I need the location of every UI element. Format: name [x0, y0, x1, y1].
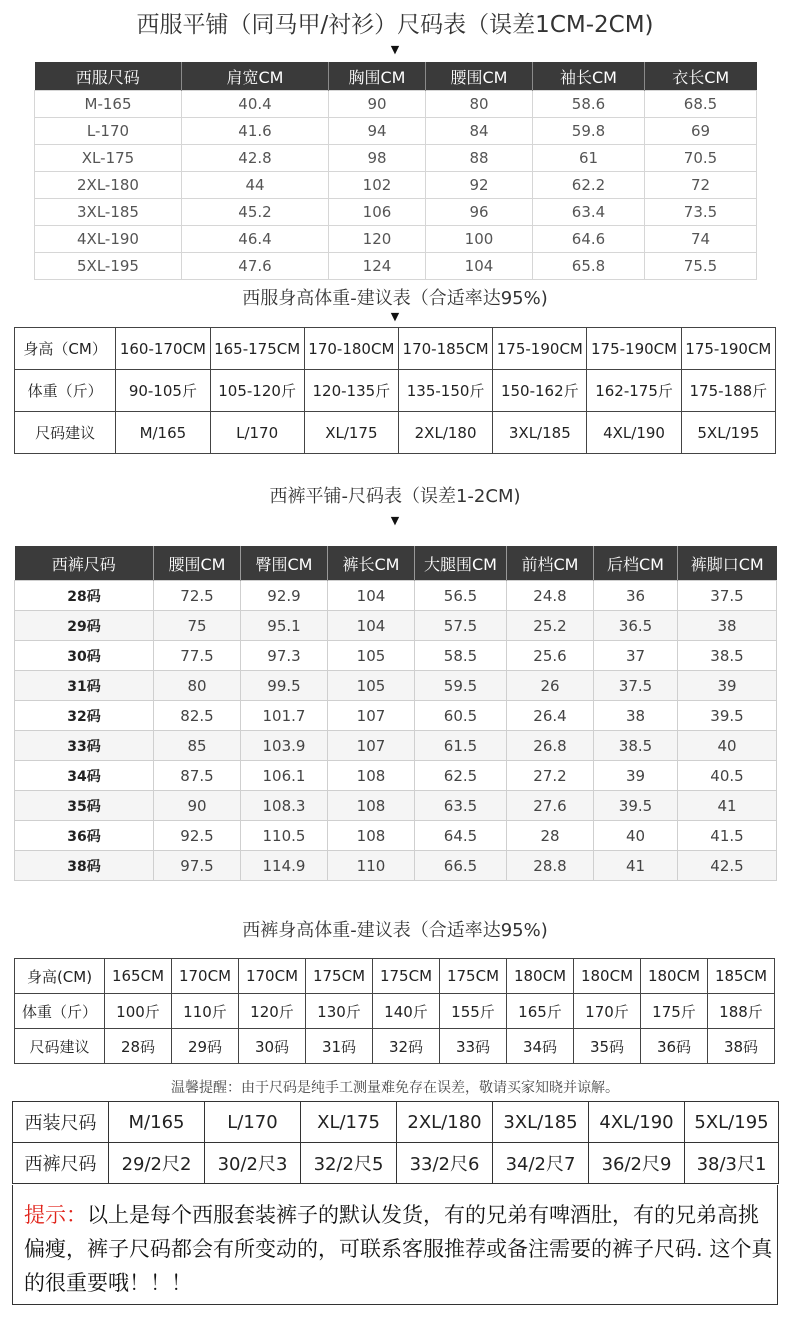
table-cell: 39.5 [678, 701, 777, 731]
table-cell: 36码 [641, 1029, 708, 1064]
table-cell: 84 [426, 118, 533, 145]
table-cell: 140斤 [373, 994, 440, 1029]
table-cell: 120 [329, 226, 426, 253]
table-cell: 36/2尺9 [589, 1143, 685, 1184]
row-label-cell: 体重（斤） [15, 370, 116, 412]
table-cell: 61.5 [415, 731, 507, 761]
table-cell: 62.5 [415, 761, 507, 791]
table-row [15, 1029, 775, 1064]
pants-flat-title: 西裤平铺-尺码表（误差1-2CM) [269, 486, 521, 507]
table-cell: 120斤 [239, 994, 306, 1029]
table-cell: 41.5 [678, 821, 777, 851]
table-cell: 165-175CM [210, 328, 304, 370]
table-cell: XL/175 [301, 1102, 397, 1143]
table-cell: 33/2尺6 [397, 1143, 493, 1184]
tip-text: 以上是每个西服套装裤子的默认发货，有的兄弟有啤酒肚，有的兄弟高挑偏瘦，裤子尺码都会有所变动的，可联系客服推荐或备注需要的裤子尺码. 这个真的很重要哦！！！ [24, 1203, 773, 1295]
table-cell: 130斤 [306, 994, 373, 1029]
table-row [35, 145, 757, 172]
table-cell: 64.5 [415, 821, 507, 851]
table-cell: 32码 [373, 1029, 440, 1064]
row-label-cell: 尺码建议 [15, 412, 116, 454]
down-arrow-icon: ▼ [390, 310, 400, 323]
table-cell: 90 [154, 791, 241, 821]
tip-text-block [24, 1198, 774, 1300]
tip-label: 提示： [24, 1203, 87, 1227]
column-header: 袖长CM [533, 62, 645, 91]
table-cell: 37 [594, 641, 678, 671]
table-row [35, 91, 757, 118]
table-cell: 104 [328, 611, 415, 641]
table-cell: 29/2尺2 [109, 1143, 205, 1184]
table-cell: 73.5 [645, 199, 757, 226]
table-header-row [35, 62, 757, 91]
table-cell: 32/2尺5 [301, 1143, 397, 1184]
table-cell: 88 [426, 145, 533, 172]
table-cell: 175-190CM [587, 328, 681, 370]
table-row [15, 370, 776, 412]
table-cell: 38 [678, 611, 777, 641]
table-cell: 75 [154, 611, 241, 641]
table-cell: 105-120斤 [210, 370, 304, 412]
table-cell: 63.4 [533, 199, 645, 226]
row-label-cell: XL-175 [35, 145, 182, 172]
table-cell: 38 [594, 701, 678, 731]
table-row [15, 791, 777, 821]
suit-advice-title: 西服身高体重-建议表（合适率达95%) [242, 288, 548, 309]
table-row [13, 1143, 779, 1184]
table-header-row [15, 546, 777, 581]
pants-flat-size-table [14, 546, 777, 881]
row-label-cell: 36码 [15, 821, 154, 851]
table-cell: 180CM [641, 959, 708, 994]
column-header: 西服尺码 [35, 62, 182, 91]
table-cell: M/165 [109, 1102, 205, 1143]
table-row [15, 701, 777, 731]
row-label-cell: 5XL-195 [35, 253, 182, 280]
row-label-cell: 29码 [15, 611, 154, 641]
table-cell: 47.6 [182, 253, 329, 280]
table-cell: 104 [328, 581, 415, 611]
table-cell: 61 [533, 145, 645, 172]
table-cell: 37.5 [594, 671, 678, 701]
table-cell: 82.5 [154, 701, 241, 731]
row-label-cell: 30码 [15, 641, 154, 671]
table-cell: 94 [329, 118, 426, 145]
table-cell: 105 [328, 641, 415, 671]
column-header: 臀围CM [241, 546, 328, 581]
table-cell: 39.5 [594, 791, 678, 821]
table-cell: 60.5 [415, 701, 507, 731]
table-cell: 99.5 [241, 671, 328, 701]
table-cell: 29码 [172, 1029, 239, 1064]
table-cell: 114.9 [241, 851, 328, 881]
row-label-cell: 34码 [15, 761, 154, 791]
suit-flat-size-table [34, 62, 757, 280]
column-header: 裤脚口CM [678, 546, 777, 581]
table-cell: 45.2 [182, 199, 329, 226]
table-row [15, 611, 777, 641]
table-cell: 41 [678, 791, 777, 821]
pants-advice-table [14, 958, 775, 1064]
table-cell: 40 [678, 731, 777, 761]
table-cell: 108 [328, 821, 415, 851]
table-cell: 103.9 [241, 731, 328, 761]
row-label-cell: 31码 [15, 671, 154, 701]
table-cell: 28 [507, 821, 594, 851]
table-row [15, 412, 776, 454]
table-row [15, 328, 776, 370]
table-cell: 170-185CM [398, 328, 492, 370]
table-cell: 65.8 [533, 253, 645, 280]
table-cell: 106.1 [241, 761, 328, 791]
table-cell: 80 [426, 91, 533, 118]
table-cell: 108.3 [241, 791, 328, 821]
row-label-cell: 35码 [15, 791, 154, 821]
table-cell: 72 [645, 172, 757, 199]
table-cell: 44 [182, 172, 329, 199]
table-cell: 170CM [239, 959, 306, 994]
table-cell: 107 [328, 731, 415, 761]
table-cell: 2XL/180 [398, 412, 492, 454]
table-cell: 175-190CM [493, 328, 587, 370]
suit-pants-mapping-table [12, 1101, 779, 1184]
table-cell: L/170 [205, 1102, 301, 1143]
table-row [35, 199, 757, 226]
table-cell: 39 [678, 671, 777, 701]
row-label-cell: 33码 [15, 731, 154, 761]
table-cell: 66.5 [415, 851, 507, 881]
table-cell: 3XL/185 [493, 1102, 589, 1143]
table-cell: 40.4 [182, 91, 329, 118]
table-cell: 175CM [440, 959, 507, 994]
row-label-cell: 身高(CM) [15, 959, 105, 994]
table-cell: 72.5 [154, 581, 241, 611]
table-row [35, 172, 757, 199]
table-cell: 106 [329, 199, 426, 226]
table-cell: 56.5 [415, 581, 507, 611]
table-cell: 102 [329, 172, 426, 199]
table-cell: 34/2尺7 [493, 1143, 589, 1184]
table-cell: 28码 [105, 1029, 172, 1064]
table-row [15, 731, 777, 761]
table-cell: 165斤 [507, 994, 574, 1029]
table-cell: 31码 [306, 1029, 373, 1064]
table-cell: 59.5 [415, 671, 507, 701]
table-cell: 107 [328, 701, 415, 731]
row-label-cell: 尺码建议 [15, 1029, 105, 1064]
table-cell: 46.4 [182, 226, 329, 253]
table-cell: 40 [594, 821, 678, 851]
table-cell: 27.2 [507, 761, 594, 791]
table-cell: 37.5 [678, 581, 777, 611]
table-cell: 59.8 [533, 118, 645, 145]
row-label-cell: M-165 [35, 91, 182, 118]
table-cell: 70.5 [645, 145, 757, 172]
table-cell: 36 [594, 581, 678, 611]
table-cell: XL/175 [304, 412, 398, 454]
column-header: 衣长CM [645, 62, 757, 91]
row-label-cell: 2XL-180 [35, 172, 182, 199]
column-header: 肩宽CM [182, 62, 329, 91]
table-cell: 101.7 [241, 701, 328, 731]
table-cell: 188斤 [708, 994, 775, 1029]
table-row [15, 761, 777, 791]
down-arrow-icon: ▼ [390, 43, 400, 56]
table-cell: 92 [426, 172, 533, 199]
row-label-cell: 38码 [15, 851, 154, 881]
table-cell: 162-175斤 [587, 370, 681, 412]
table-cell: 180CM [574, 959, 641, 994]
table-cell: 175斤 [641, 994, 708, 1029]
table-cell: 28.8 [507, 851, 594, 881]
table-cell: 25.6 [507, 641, 594, 671]
table-cell: 110斤 [172, 994, 239, 1029]
table-cell: 26 [507, 671, 594, 701]
reminder-note: 温馨提醒：由于尺码是纯手工测量难免存在误差，敬请买家知晓并谅解。 [171, 1080, 619, 1096]
table-cell: 5XL/195 [681, 412, 775, 454]
table-cell: 90-105斤 [116, 370, 210, 412]
suit-advice-table [14, 327, 776, 454]
column-header: 前档CM [507, 546, 594, 581]
table-row [15, 671, 777, 701]
column-header: 裤长CM [328, 546, 415, 581]
table-row [15, 641, 777, 671]
table-cell: 40.5 [678, 761, 777, 791]
table-cell: 108 [328, 761, 415, 791]
table-cell: 34码 [507, 1029, 574, 1064]
column-header: 腰围CM [154, 546, 241, 581]
column-header: 胸围CM [329, 62, 426, 91]
table-cell: 35码 [574, 1029, 641, 1064]
table-cell: 5XL/195 [685, 1102, 779, 1143]
table-cell: 38.5 [594, 731, 678, 761]
table-cell: 110 [328, 851, 415, 881]
table-row [15, 821, 777, 851]
row-label-cell: 3XL-185 [35, 199, 182, 226]
table-cell: 57.5 [415, 611, 507, 641]
table-cell: 68.5 [645, 91, 757, 118]
table-cell: 26.4 [507, 701, 594, 731]
table-row [35, 118, 757, 145]
table-cell: M/165 [116, 412, 210, 454]
table-cell: 95.1 [241, 611, 328, 641]
table-cell: 175-188斤 [681, 370, 775, 412]
table-cell: 24.8 [507, 581, 594, 611]
pants-advice-title: 西裤身高体重-建议表（合适率达95%) [242, 920, 548, 941]
column-header: 后档CM [594, 546, 678, 581]
table-cell: 124 [329, 253, 426, 280]
table-cell: 2XL/180 [397, 1102, 493, 1143]
table-cell: 33码 [440, 1029, 507, 1064]
table-cell: 58.6 [533, 91, 645, 118]
row-label-cell: 西装尺码 [13, 1102, 109, 1143]
table-cell: 39 [594, 761, 678, 791]
table-cell: 160-170CM [116, 328, 210, 370]
table-cell: 92.5 [154, 821, 241, 851]
table-cell: 38.5 [678, 641, 777, 671]
table-cell: 97.3 [241, 641, 328, 671]
table-cell: 170-180CM [304, 328, 398, 370]
row-label-cell: 西裤尺码 [13, 1143, 109, 1184]
column-header: 西裤尺码 [15, 546, 154, 581]
column-header: 大腿围CM [415, 546, 507, 581]
table-cell: 165CM [105, 959, 172, 994]
table-row [15, 851, 777, 881]
table-cell: 69 [645, 118, 757, 145]
table-cell: 87.5 [154, 761, 241, 791]
table-cell: 41 [594, 851, 678, 881]
table-cell: 155斤 [440, 994, 507, 1029]
table-cell: L/170 [210, 412, 304, 454]
table-cell: 30码 [239, 1029, 306, 1064]
table-cell: 38码 [708, 1029, 775, 1064]
table-cell: 30/2尺3 [205, 1143, 301, 1184]
table-row [35, 226, 757, 253]
table-cell: 3XL/185 [493, 412, 587, 454]
table-cell: 96 [426, 199, 533, 226]
table-row [35, 253, 757, 280]
table-cell: 120-135斤 [304, 370, 398, 412]
table-cell: 175CM [373, 959, 440, 994]
table-cell: 25.2 [507, 611, 594, 641]
row-label-cell: 28码 [15, 581, 154, 611]
row-label-cell: 体重（斤） [15, 994, 105, 1029]
table-cell: 4XL/190 [587, 412, 681, 454]
suit-flat-title: 西服平铺（同马甲/衬衫）尺码表（误差1CM-2CM) [136, 12, 654, 38]
table-cell: 98 [329, 145, 426, 172]
table-cell: 74 [645, 226, 757, 253]
table-cell: 97.5 [154, 851, 241, 881]
table-cell: 175CM [306, 959, 373, 994]
row-label-cell: 32码 [15, 701, 154, 731]
table-cell: 85 [154, 731, 241, 761]
table-cell: 77.5 [154, 641, 241, 671]
table-cell: 100斤 [105, 994, 172, 1029]
table-row [15, 581, 777, 611]
table-cell: 62.2 [533, 172, 645, 199]
table-row [15, 959, 775, 994]
table-cell: 38/3尺1 [685, 1143, 779, 1184]
table-cell: 41.6 [182, 118, 329, 145]
table-cell: 110.5 [241, 821, 328, 851]
table-cell: 150-162斤 [493, 370, 587, 412]
table-cell: 64.6 [533, 226, 645, 253]
table-cell: 135-150斤 [398, 370, 492, 412]
table-cell: 75.5 [645, 253, 757, 280]
table-cell: 170斤 [574, 994, 641, 1029]
table-cell: 105 [328, 671, 415, 701]
table-cell: 27.6 [507, 791, 594, 821]
table-cell: 104 [426, 253, 533, 280]
table-cell: 170CM [172, 959, 239, 994]
row-label-cell: L-170 [35, 118, 182, 145]
down-arrow-icon: ▼ [390, 514, 400, 527]
table-row [15, 994, 775, 1029]
table-cell: 42.8 [182, 145, 329, 172]
table-row [13, 1102, 779, 1143]
table-cell: 4XL/190 [589, 1102, 685, 1143]
table-cell: 92.9 [241, 581, 328, 611]
table-cell: 26.8 [507, 731, 594, 761]
table-cell: 90 [329, 91, 426, 118]
table-cell: 108 [328, 791, 415, 821]
row-label-cell: 4XL-190 [35, 226, 182, 253]
table-cell: 80 [154, 671, 241, 701]
column-header: 腰围CM [426, 62, 533, 91]
table-cell: 180CM [507, 959, 574, 994]
table-cell: 42.5 [678, 851, 777, 881]
row-label-cell: 身高（CM） [15, 328, 116, 370]
table-cell: 100 [426, 226, 533, 253]
table-cell: 175-190CM [681, 328, 775, 370]
table-cell: 63.5 [415, 791, 507, 821]
table-cell: 185CM [708, 959, 775, 994]
table-cell: 58.5 [415, 641, 507, 671]
table-cell: 36.5 [594, 611, 678, 641]
